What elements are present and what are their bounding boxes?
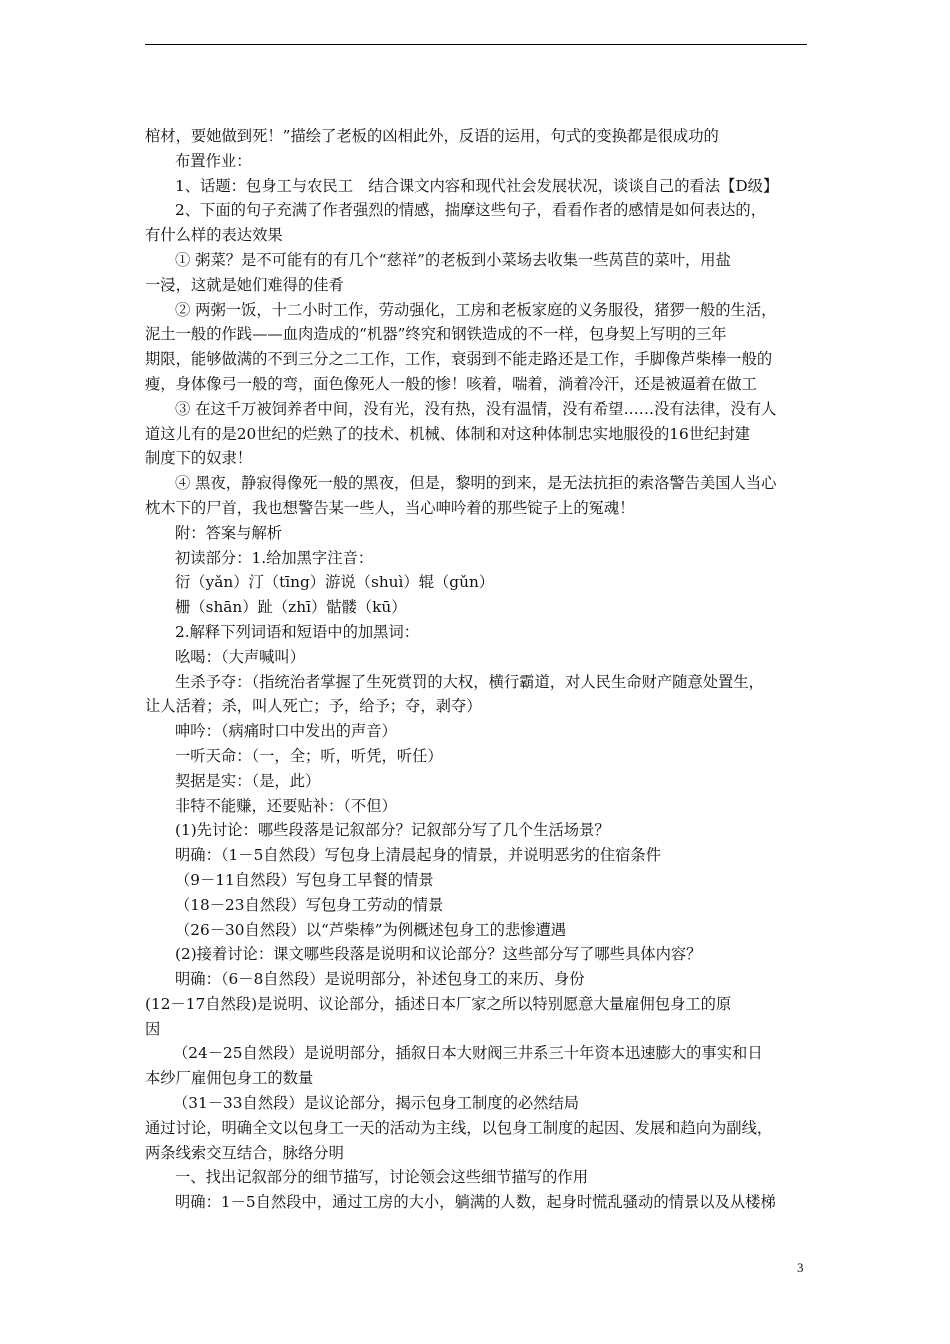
text-line: 期限，能够做满的不到三分之二工作，工作，衰弱到不能走路还是工作，手脚像芦柴棒一般的	[145, 350, 773, 369]
text-line: ③ 在这千万被饲养者中间，没有光，没有热，没有温情，没有希望……没有法律，没有人	[175, 399, 777, 418]
text-line: 一、找出记叙部分的细节描写，讨论领会这些细节描写的作用	[175, 1168, 589, 1187]
text-line: 瘦，身体像弓一般的弯，面色像死人一般的惨！咳着，喘着，淌着冷汗，还是被逼着在做工	[145, 374, 757, 393]
text-line: （9－11自然段）写包身工早餐的情景	[175, 870, 434, 889]
text-line: 一听天命：（一，全；听，听凭，听任）	[175, 746, 443, 765]
text-line: (12－17自然段)是说明、议论部分，插述日本厂家之所以特别愿意大量雇佣包身工的原	[145, 994, 732, 1013]
page-number: 3	[797, 1260, 804, 1275]
text-line: 初读部分：1.给加黑字注音：	[175, 548, 374, 567]
text-line: 明确：1－5自然段中，通过工房的大小，躺满的人数，起身时慌乱骚动的情景以及从楼梯	[175, 1193, 776, 1212]
document-body	[145, 124, 809, 1215]
text-line: ② 两粥一饭，十二小时工作，劳动强化，工房和老板家庭的义务服役，猪猡一般的生活，	[175, 300, 777, 319]
text-line: 生杀予夺：（指统治者掌握了生死赏罚的大权，横行霸道，对人民生命财产随意处置生，	[175, 672, 764, 691]
appendix-heading: 附：答案与解析	[175, 523, 283, 542]
text-line: 吆喝：（大声喊叫）	[175, 647, 306, 666]
text-line: 两条线索交互结合，脉络分明	[145, 1143, 344, 1162]
text-line: 本纱厂雇佣包身工的数量	[145, 1069, 314, 1088]
text-line: 契据是实：（是，此）	[175, 771, 321, 790]
text-line: 明确：（1－5自然段）写包身上清晨起身的情景，并说明恶劣的住宿条件	[175, 846, 662, 865]
text-line: 枕木下的尸首，我也想警告某一些人，当心呻吟着的那些锭子上的冤魂！	[145, 498, 635, 517]
text-line: 道这儿有的是20世纪的烂熟了的技术、机械、体制和对这种体制忠实地服役的16世纪封建	[145, 424, 750, 443]
text-line: 呻吟：（病痛时口中发出的声音）	[175, 722, 397, 741]
text-line: 棺材，要她做到死！”描绘了老板的凶相此外，反语的运用，句式的变换都是很成功的	[145, 127, 719, 145]
text-line: （26－30自然段）以“芦柴棒”为例概述包身工的悲惨遭遇	[175, 920, 567, 939]
text-line: 2.解释下列词语和短语中的加黑词：	[175, 622, 420, 641]
text-line: 因	[145, 1019, 161, 1038]
text-line: 让人活着；杀，叫人死亡；予，给予；夺，剥夺）	[145, 697, 482, 716]
text-line: 衍（yǎn）汀（tīng）游说（shuì）辊（gǔn）	[175, 573, 495, 592]
text-line: 2、下面的句子充满了作者强烈的情感，揣摩这些句子，看看作者的感情是如何表达的，	[175, 201, 767, 220]
text-line: (2)接着讨论：课文哪些段落是说明和议论部分？这些部分写了哪些具体内容？	[175, 945, 702, 964]
text-line: 有什么样的表达效果	[145, 226, 283, 245]
text-line: 栅（shān）趾（zhī）骷髅（kū）	[175, 598, 407, 617]
text-line: （31－33自然段）是议论部分，揭示包身工制度的必然结局	[173, 1094, 580, 1113]
text-line: （18－23自然段）写包身工劳动的情景	[175, 895, 444, 914]
text-line: （24－25自然段）是说明部分，插叙日本大财阀三井系三十年资本迅速膨大的事实和日	[173, 1044, 763, 1063]
text-line: 泥土一般的作践——血肉造成的“机器”终究和钢铁造成的不一样，包身契上写明的三年	[145, 325, 727, 344]
header-rule	[145, 44, 807, 45]
text-line: (1)先讨论：哪些段落是记叙部分？记叙部分写了几个生活场景？	[175, 821, 610, 840]
text-line: 制度下的奴隶！	[145, 449, 253, 468]
text-line: ④ 黑夜，静寂得像死一般的黑夜，但是，黎明的到来，是无法抗拒的索洛警告美国人当心	[175, 474, 777, 493]
text-line: 明确：（6－8自然段）是说明部分，补述包身工的来历、身份	[175, 970, 585, 989]
text-line: 一浸，这就是她们难得的佳肴	[145, 275, 344, 294]
text-line: ① 粥菜？是不可能有的有几个“慈祥”的老板到小菜场去收集一些莴苣的菜叶，用盐	[175, 250, 731, 269]
text-line: 非特不能赚，还要贴补：（不但）	[175, 796, 397, 815]
text-line: 通过讨论，明确全文以包身工一天的活动为主线，以包身工制度的起因、发展和趋向为副线，	[145, 1118, 773, 1137]
assignment-heading: 布置作业：	[175, 151, 252, 170]
text-line: 1、话题：包身工与农民工 结合课文内容和现代社会发展状况，谈谈自己的看法【D级】	[175, 176, 779, 195]
